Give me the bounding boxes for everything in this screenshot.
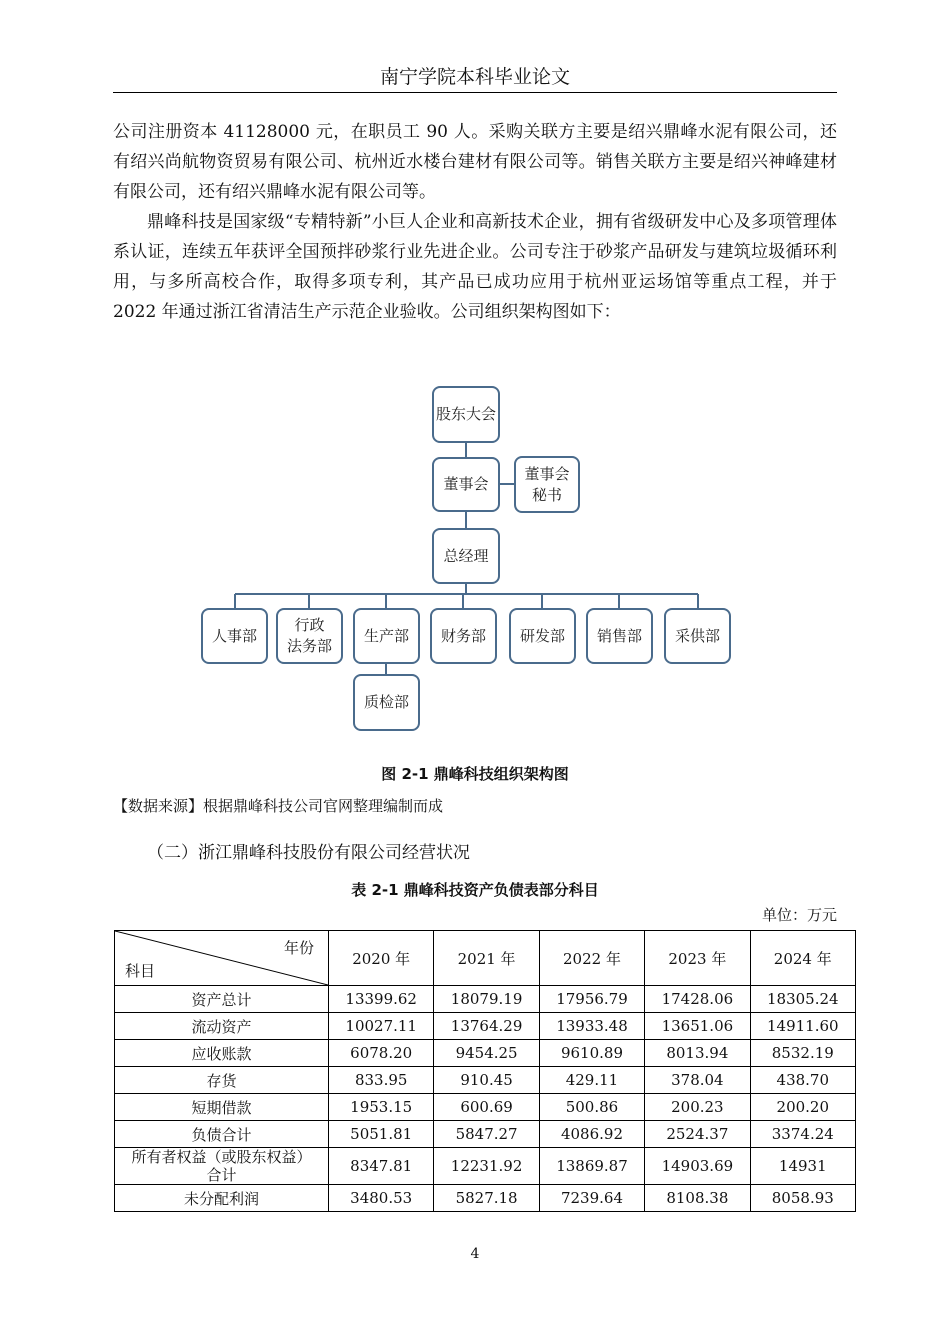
table-cell: 2524.37 — [645, 1121, 750, 1148]
table-cell: 1953.15 — [329, 1094, 434, 1121]
table-cell: 13764.29 — [434, 1013, 539, 1040]
table-cell: 13651.06 — [645, 1013, 750, 1040]
table-cell: 438.70 — [750, 1067, 855, 1094]
table-row — [115, 1094, 856, 1121]
table-row — [115, 1121, 856, 1148]
row-label: 存货 — [115, 1067, 329, 1094]
year-header: 2020 年 — [329, 931, 434, 986]
data-source-note: 【数据来源】根据鼎峰科技公司官网整理编制而成 — [113, 797, 444, 815]
org-label-rd: 研发部 — [519, 626, 565, 645]
org-label-production: 生产部 — [363, 626, 409, 645]
table-cell: 7239.64 — [539, 1185, 644, 1212]
org-box-board-secretary — [514, 456, 580, 513]
org-box-production — [353, 608, 420, 664]
table-cell: 17956.79 — [539, 986, 644, 1013]
paragraph-company-overview: 公司注册资本 41128000 元，在职员工 90 人。采购关联方主要是绍兴鼎峰水泥有限公司，还有绍兴尚航物资贸易有限公司、杭州近水楼台建材有限公司等。销售关联方主要是绍兴神峰建材有限公司，还有绍兴鼎峰水泥有限公司等。 — [113, 122, 837, 202]
table-cell: 6078.20 — [329, 1040, 434, 1067]
row-label: 流动资产 — [115, 1013, 329, 1040]
org-box-board — [432, 457, 500, 512]
table-corner-cell — [115, 931, 329, 986]
table-cell: 8347.81 — [329, 1148, 434, 1185]
year-header: 2021 年 — [434, 931, 539, 986]
table-cell: 9454.25 — [434, 1040, 539, 1067]
org-box-rd — [509, 608, 576, 664]
table-cell: 5051.81 — [329, 1121, 434, 1148]
table-row — [115, 1013, 856, 1040]
table-cell: 200.23 — [645, 1094, 750, 1121]
table-row — [115, 986, 856, 1013]
year-header: 2024 年 — [750, 931, 855, 986]
table-header-row — [115, 931, 856, 986]
org-label-finance: 财务部 — [440, 626, 486, 645]
org-box-shareholders — [432, 386, 500, 443]
table-cell: 13869.87 — [539, 1148, 644, 1185]
table-cell: 9610.89 — [539, 1040, 644, 1067]
org-label-board: 董事会 — [443, 475, 489, 493]
table-cell: 500.86 — [539, 1094, 644, 1121]
row-label: 资产总计 — [115, 986, 329, 1013]
table-cell: 8058.93 — [750, 1185, 855, 1212]
row-label: 负债合计 — [115, 1121, 329, 1148]
section-title: （二）浙江鼎峰科技股份有限公司经营状况 — [147, 843, 470, 863]
table-cell: 5847.27 — [434, 1121, 539, 1148]
paragraph-company-profile: 鼎峰科技是国家级“专精特新”小巨人企业和高新技术企业，拥有省级研发中心及多项管理体系认证，连续五年获评全国预拌砂浆行业先进企业。公司专注于砂浆产品研发与建筑垃圾循环利用，与多所高校合作，取得多项专利，其产品已成功应用于杭州亚运场馆等重点工程，并于 2022 年通过浙江省清洁生产示范企业验收。公司组织架构图如下： — [113, 212, 837, 322]
table-cell: 429.11 — [539, 1067, 644, 1094]
corner-label-year: 年份 — [283, 939, 314, 957]
org-label-purchasing: 采供部 — [674, 626, 720, 645]
org-label-sales: 销售部 — [596, 626, 642, 645]
row-label: 短期借款 — [115, 1094, 329, 1121]
year-header: 2022 年 — [539, 931, 644, 986]
table-unit: 单位：万元 — [761, 906, 837, 924]
table-cell: 4086.92 — [539, 1121, 644, 1148]
org-label-gm: 总经理 — [443, 546, 489, 565]
table-cell: 10027.11 — [329, 1013, 434, 1040]
figure-caption: 图 2-1 鼎峰科技组织架构图 — [381, 765, 569, 783]
table-cell: 3480.53 — [329, 1185, 434, 1212]
table-cell: 12231.92 — [434, 1148, 539, 1185]
table-cell: 910.45 — [434, 1067, 539, 1094]
org-box-general-manager — [432, 528, 500, 584]
page-header: 南宁学院本科毕业论文 — [113, 62, 837, 93]
table-cell: 17428.06 — [645, 986, 750, 1013]
org-label-admin-line1: 行政 — [294, 616, 325, 634]
table-cell: 600.69 — [434, 1094, 539, 1121]
row-label: 应收账款 — [115, 1040, 329, 1067]
org-label-secretary-line2: 秘书 — [531, 485, 562, 504]
table-cell: 3374.24 — [750, 1121, 855, 1148]
table-row — [115, 1067, 856, 1094]
org-box-quality-control — [353, 674, 420, 731]
org-box-purchasing — [664, 608, 731, 664]
table-caption: 表 2-1 鼎峰科技资产负债表部分科目 — [351, 881, 599, 899]
table-cell: 14911.60 — [750, 1013, 855, 1040]
org-box-admin-legal — [276, 608, 343, 664]
table-row — [115, 1185, 856, 1212]
table-cell: 8108.38 — [645, 1185, 750, 1212]
org-label-secretary-line1: 董事会 — [524, 464, 570, 483]
table-cell: 14931 — [750, 1148, 855, 1185]
org-label-admin-line2: 法务部 — [286, 637, 332, 655]
org-label-hr: 人事部 — [211, 626, 257, 645]
row-label: 所有者权益（或股东权益）合计 — [115, 1148, 329, 1185]
org-label-qc: 质检部 — [363, 693, 409, 711]
table-cell: 8013.94 — [645, 1040, 750, 1067]
table-row — [115, 1040, 856, 1067]
table-row — [115, 1148, 856, 1185]
table-cell: 18079.19 — [434, 986, 539, 1013]
corner-label-item: 科目 — [125, 962, 156, 980]
page-number: 4 — [470, 1246, 480, 1262]
table-cell: 200.20 — [750, 1094, 855, 1121]
table-cell: 13933.48 — [539, 1013, 644, 1040]
table-cell: 8532.19 — [750, 1040, 855, 1067]
table-cell: 14903.69 — [645, 1148, 750, 1185]
row-label: 未分配利润 — [115, 1185, 329, 1212]
table-cell: 13399.62 — [329, 986, 434, 1013]
balance-sheet-table — [114, 930, 856, 1212]
org-box-finance — [430, 608, 497, 664]
table-cell: 833.95 — [329, 1067, 434, 1094]
table-cell: 5827.18 — [434, 1185, 539, 1212]
year-header: 2023 年 — [645, 931, 750, 986]
org-box-hr — [201, 608, 268, 664]
org-box-sales — [586, 608, 653, 664]
table-cell: 18305.24 — [750, 986, 855, 1013]
org-label-shareholders: 股东大会 — [435, 405, 496, 423]
table-cell: 378.04 — [645, 1067, 750, 1094]
